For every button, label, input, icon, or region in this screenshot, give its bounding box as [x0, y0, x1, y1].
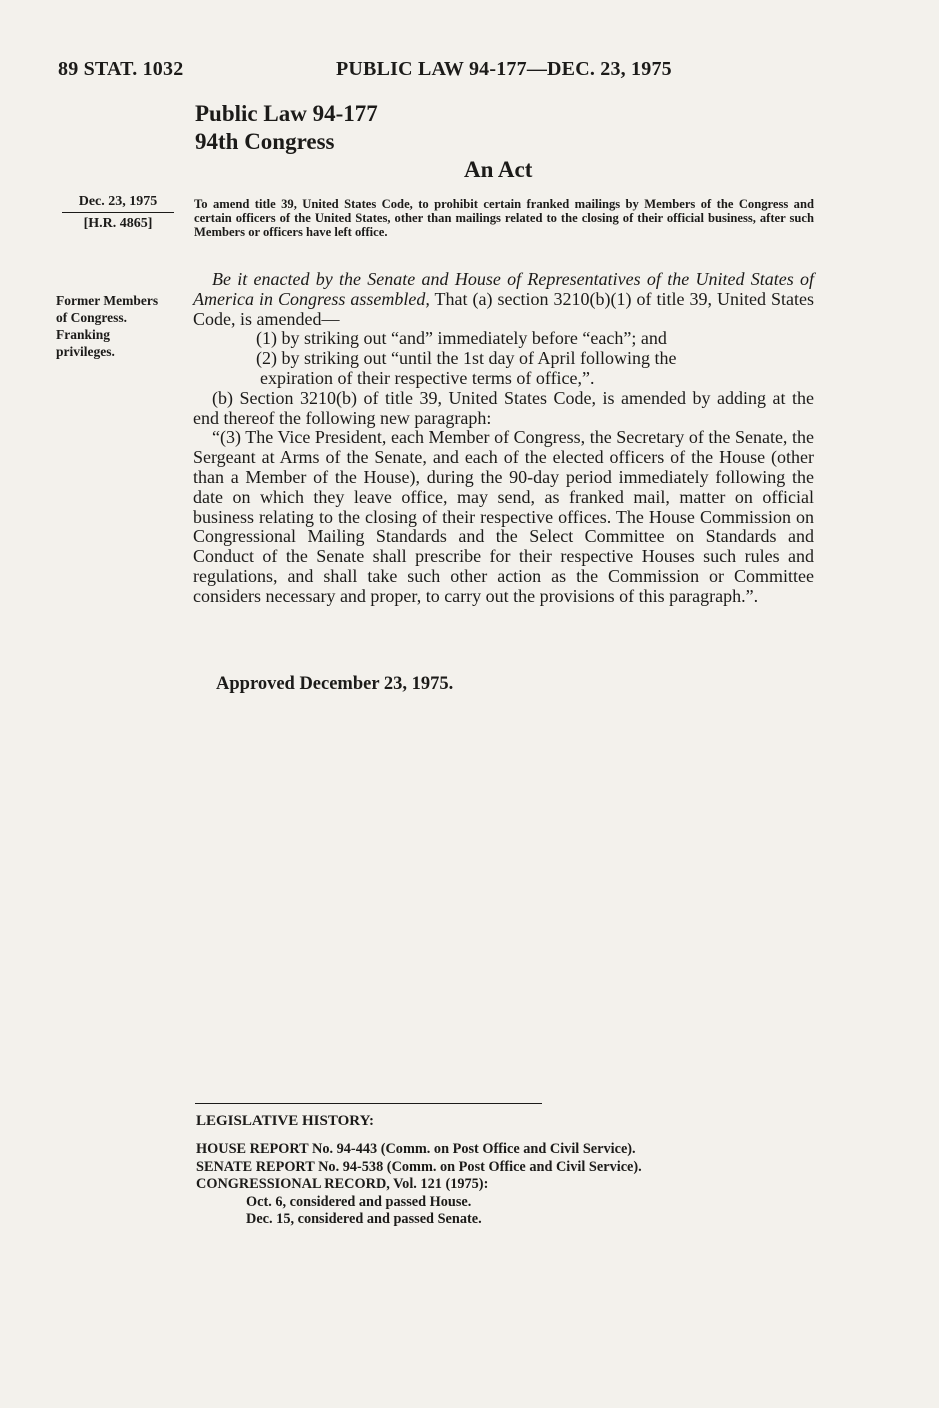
amendment-item-2: (2) by striking out “until the 1st day of April following the: [256, 348, 677, 369]
legislative-history: [196, 1141, 642, 1229]
legislative-history-heading: LEGISLATIVE HISTORY:: [196, 1113, 375, 1129]
amendment-item-2-continued: expiration of their respective terms of office,”.: [260, 367, 595, 388]
senate-report: SENATE REPORT No. 94-538 (Comm. on Post Office and Civil Service).: [196, 1158, 642, 1175]
section-a-text: That (a) section 3210(b)(1) of title 39, United States Code, is amended—: [193, 288, 814, 329]
history-action: Oct. 6, considered and passed House.: [246, 1193, 472, 1210]
margin-note: privileges.: [56, 344, 115, 359]
act-body: [193, 270, 814, 607]
enactment-date: Dec. 23, 1975: [62, 193, 174, 213]
house-report: HOUSE REPORT No. 94-443 (Comm. on Post Office and Civil Service).: [196, 1141, 636, 1157]
act-heading: An Act: [464, 157, 533, 182]
approval-line: Approved December 23, 1975.: [216, 674, 454, 694]
amendment-item-1: (1) by striking out “and” immediately before “each”; and: [256, 328, 667, 349]
margin-note: of Congress.: [56, 310, 128, 325]
new-paragraph-3: “(3) The Vice President, each Member of Congress, the Secretary of the Senate, the Sergeant at Arms of the Senate, and each of the elected officers of the House (other than a Member of the House), during the 90-day period immediately following the date on which they leave office, may send, as franked mail, matter on official business relating to the closing of their respective offices. The House Commission on Congressional Mailing Standards and the Select Committee on Standards and Conduct of the Senate shall prescribe for their respective Houses such rules and regulations, and shall take such other action as the Commission or Committee considers necessary and proper, to carry out the provisions of this paragraph.”.: [193, 427, 814, 606]
margin-date-block: [62, 193, 174, 233]
margin-notes: [56, 292, 176, 360]
act-purpose: To amend title 39, United States Code, to prohibit certain franked mailings by Members of the Congress and certain officers of the United States, other than mailings related to the closing of their official business, after such Members or officers have left office.: [194, 197, 814, 239]
running-title: PUBLIC LAW 94-177—DEC. 23, 1975: [336, 58, 672, 80]
congress-number: 94th Congress: [195, 129, 335, 154]
enacting-clause: Be it enacted by the Senate and House of Representatives of the United States of America in Congress assembled,: [193, 269, 814, 309]
section-a: [193, 270, 814, 329]
congressional-record: CONGRESSIONAL RECORD, Vol. 121 (1975):: [196, 1176, 489, 1192]
stat-reference: 89 STAT. 1032: [58, 58, 184, 80]
margin-note: Former Members: [56, 293, 159, 308]
margin-note: Franking: [56, 327, 111, 342]
history-action: Dec. 15, considered and passed Senate.: [246, 1211, 482, 1227]
history-divider: [195, 1103, 542, 1104]
bill-number: [H.R. 4865]: [83, 216, 153, 231]
law-title: [195, 100, 378, 156]
law-number: Public Law 94-177: [195, 101, 378, 126]
section-b: (b) Section 3210(b) of title 39, United States Code, is amended by adding at the end thereof the following new paragraph:: [193, 387, 814, 428]
